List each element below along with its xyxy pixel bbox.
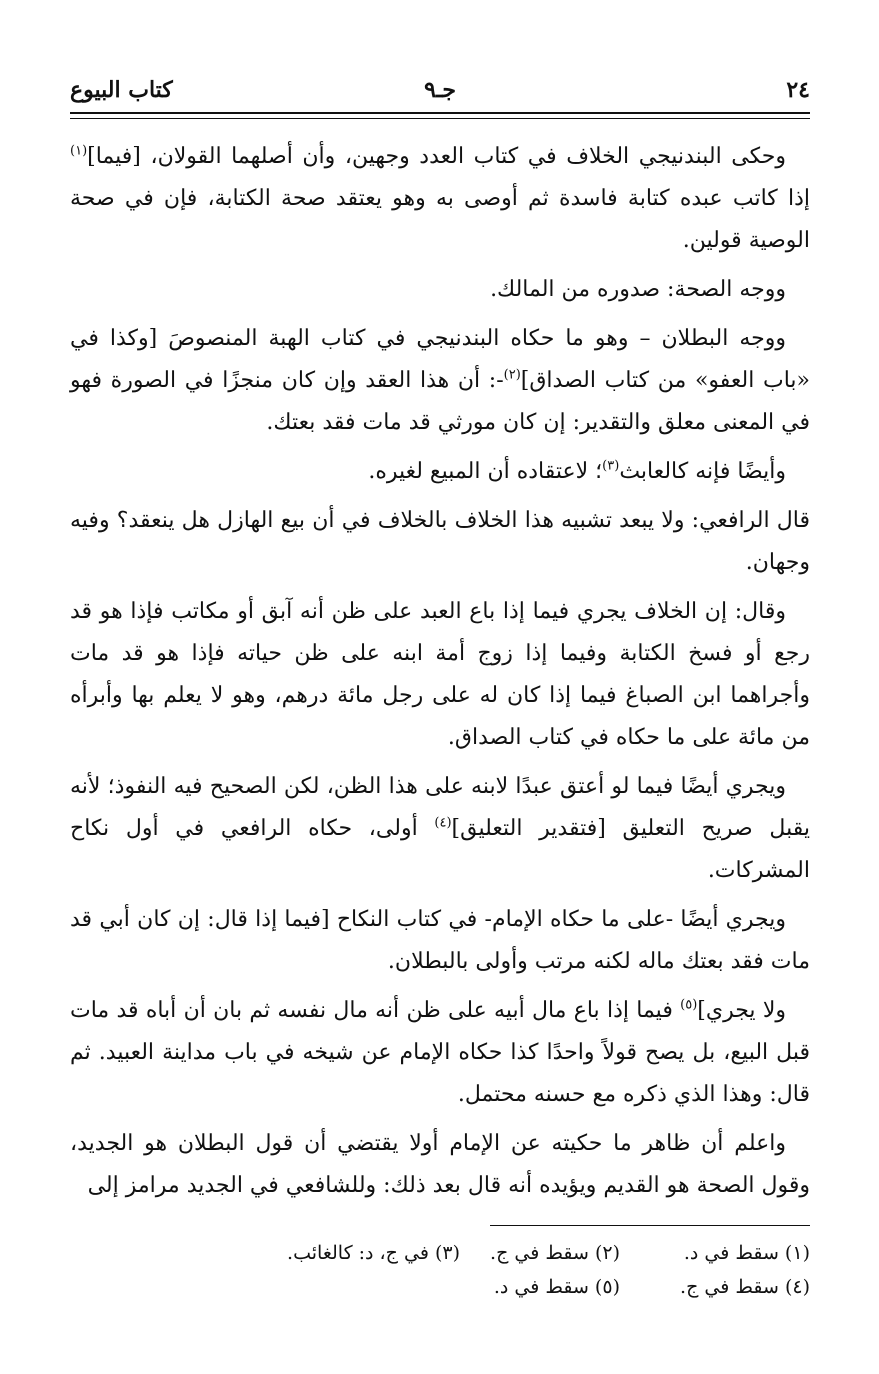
header-rule-thick (70, 112, 810, 114)
footnote-ref: (٤) (434, 815, 452, 831)
footnote-4: (٤) سقط في ج. (680, 1276, 810, 1298)
paragraph: وحكى البندنيجي الخلاف في كتاب العدد وجهين، وأن أصلهما القولان، [فيما]$^{(١)}$ إذا كاتب عبده كتابة فاسدة ثم أوصى به وهو يعتقد صحة الكتابة، فإن في صحة الوصية قولين. (70, 143, 810, 253)
page-number: ٢٤ (786, 77, 810, 103)
footnote-ref: (٣) (602, 458, 620, 474)
book-title: كتاب البيوع (70, 77, 173, 103)
paragraph: ويجري أيضًا فيما لو أعتق عبدًا لابنه على هذا الظن، لكن الصحيح فيه النفوذ؛ لأنه يقبل صريح التعليق [فتقدير التعليق]$^{(٤)}$ أولى، حكاه الرافعي في أول نكاح المشركات. (70, 774, 810, 883)
paragraph: ووجه الصحة: صدوره من المالك. (490, 277, 786, 302)
footnote-ref: (١) (70, 143, 88, 159)
footnote-2: (٢) سقط في ج. (490, 1242, 620, 1264)
paragraph: ويجري أيضًا -على ما حكاه الإمام- في كتاب النكاح [فيما إذا قال: إن كان أبي قد مات فقد بعتك ماله لكنه مرتب وأولى بالبطلان. (70, 907, 810, 974)
footnote-1: (١) سقط في د. (683, 1242, 810, 1264)
footnote-row (70, 1270, 810, 1304)
page-header (70, 72, 810, 108)
paragraph: ولا يجري]$^{(٥)}$ فيما إذا باع مال أبيه على ظن أنه مال نفسه ثم بان أن أباه قد مات قبل البيع، بل يصح قولاً واحدًا كذا حكاه الإمام عن شيخه في باب مداينة العبيد. ثم قال: وهذا الذي ذكره مع حسنه محتمل. (70, 997, 810, 1107)
footnote-5: (٥) سقط في د. (493, 1276, 620, 1298)
volume-label: جـ٩ (424, 77, 456, 103)
footnote-rule (490, 1225, 810, 1226)
main-text (70, 136, 810, 1214)
paragraph: ووجه البطلان – وهو ما حكاه البندنيجي في كتاب الهبة المنصوصَ [وكذا في «باب العفو» من كتاب الصداق]$^{(٢)}$-: أن هذا العقد وإن كان منجزًا في الصورة فهو في المعنى معلق والتقدير: إن كان مورثي قد مات فقد بعتك. (70, 326, 810, 435)
footnote-row (70, 1236, 810, 1270)
footnote-ref: (٥) (680, 997, 698, 1013)
paragraph: وقال: إن الخلاف يجري فيما إذا باع العبد على ظن أنه آبق أو مكاتب فإذا هو قد رجع أو فسخ الكتابة وفيما إذا زوج أمة ابنه على ظن حياته فإذا هو قد مات وأجراهما ابن الصباغ فيما إذا كان له على رجل مائة درهم، وهو لا يعلم بها وأبرأه من مائة على ما حكاه في كتاب الصداق. (70, 599, 810, 750)
footnotes (70, 1236, 810, 1304)
paragraph: وأيضًا فإنه كالعابث$^{(٣)}$؛ لاعتقاده أن المبيع لغيره. (368, 458, 786, 484)
footnote-3: (٣) في ج، د: كالغائب. (287, 1242, 460, 1264)
header-rule-thin (70, 118, 810, 119)
paragraph: واعلم أن ظاهر ما حكيته عن الإمام أولا يقتضي أن قول البطلان هو الجديد، وقول الصحة هو القديم ويؤيده أنه قال بعد ذلك: وللشافعي في الجديد مرامز إلى (70, 1131, 810, 1198)
footnote-ref: (٢) (503, 367, 521, 383)
paragraph: قال الرافعي: ولا يبعد تشبيه هذا الخلاف بالخلاف في أن بيع الهازل هل ينعقد؟ وفيه وجهان. (70, 508, 810, 575)
